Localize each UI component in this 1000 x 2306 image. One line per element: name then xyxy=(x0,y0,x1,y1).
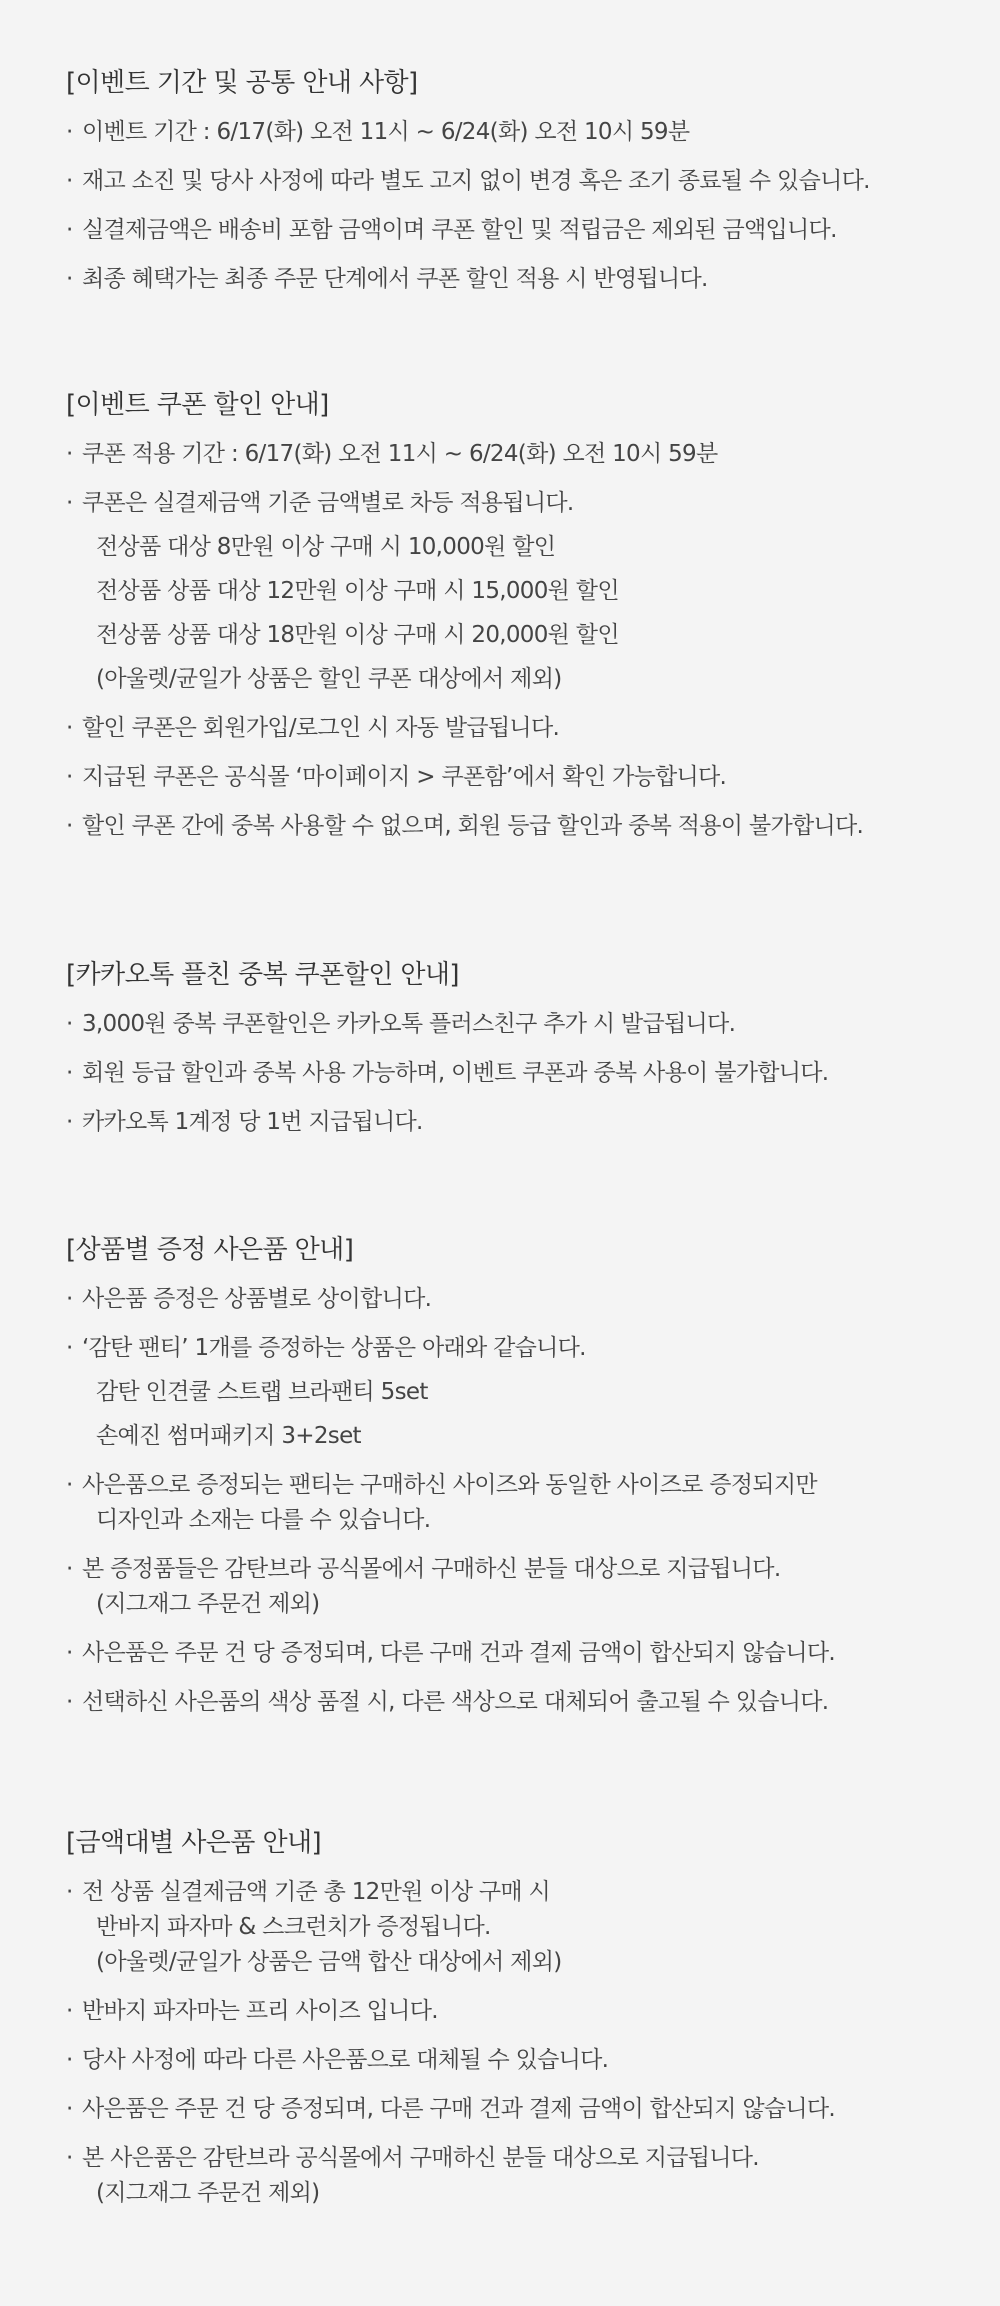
list-item xyxy=(66,1106,960,1139)
section-kakao-coupon xyxy=(66,958,960,1155)
item-text: 사은품으로 증정되는 팬티는 구매하신 사이즈와 동일한 사이즈로 증정되지만 xyxy=(82,1472,817,1498)
bullet: · xyxy=(66,217,73,243)
list-item xyxy=(66,1008,960,1041)
item-text: 실결제금액은 배송비 포함 금액이며 쿠폰 할인 및 적립금은 제외된 금액입니다. xyxy=(82,217,837,243)
item-text: ‘감탄 팬티’ 1개를 증정하는 상품은 아래와 같습니다. xyxy=(82,1335,586,1361)
list-item xyxy=(66,1283,960,1316)
item-text: 할인 쿠폰 간에 중복 사용할 수 없으며, 회원 등급 할인과 중복 적용이 불가합니다. xyxy=(82,813,864,839)
item-text: 회원 등급 할인과 중복 사용 가능하며, 이벤트 쿠폰과 중복 사용이 불가합니다. xyxy=(82,1060,829,1086)
item-subtext: (아울렛/균일가 상품은 할인 쿠폰 대상에서 제외) xyxy=(96,666,562,692)
bullet: · xyxy=(66,1286,73,1312)
item-text: 카카오톡 1계정 당 1번 지급됩니다. xyxy=(82,1109,423,1135)
item-text: 쿠폰은 실결제금액 기준 금액별로 차등 적용됩니다. xyxy=(82,490,574,516)
list-item xyxy=(66,438,960,471)
section-title: [이벤트 기간 및 공통 안내 사항] xyxy=(66,68,418,98)
list-item xyxy=(66,1332,960,1453)
list-item xyxy=(66,761,960,794)
bullet: · xyxy=(66,1998,73,2024)
bullet: · xyxy=(66,2145,73,2171)
section-title: [카카오톡 플친 중복 쿠폰할인 안내] xyxy=(66,960,459,990)
list-item xyxy=(66,1876,960,1979)
list-item xyxy=(66,214,960,247)
list-item xyxy=(66,487,960,696)
item-text: 쿠폰 적용 기간 : 6/17(화) 오전 11시 ~ 6/24(화) 오전 10시 59분 xyxy=(82,441,718,467)
item-text: 선택하신 사은품의 색상 품절 시, 다른 색상으로 대체되어 출고될 수 있습니다. xyxy=(82,1689,829,1715)
bullet: · xyxy=(66,1472,73,1498)
list-item xyxy=(66,712,960,745)
item-text: 본 사은품은 감탄브라 공식몰에서 구매하신 분들 대상으로 지급됩니다. xyxy=(82,2145,759,2171)
list-item xyxy=(66,2142,960,2210)
item-text: 사은품 증정은 상품별로 상이합니다. xyxy=(82,1286,432,1312)
list-item xyxy=(66,2093,960,2126)
list-item xyxy=(66,810,960,843)
item-text: 반바지 파자마는 프리 사이즈 입니다. xyxy=(82,1998,438,2024)
item-text: 최종 혜택가는 최종 주문 단계에서 쿠폰 할인 적용 시 반영됩니다. xyxy=(82,266,708,292)
bullet: · xyxy=(66,1879,73,1905)
item-subtext: 전상품 상품 대상 12만원 이상 구매 시 15,000원 할인 xyxy=(96,578,619,604)
bullet: · xyxy=(66,1060,73,1086)
bullet: · xyxy=(66,441,73,467)
section-title: [상품별 증정 사은품 안내] xyxy=(66,1235,354,1265)
list-item xyxy=(66,1637,960,1670)
item-text: 재고 소진 및 당사 사정에 따라 별도 고지 없이 변경 혹은 조기 종료될 수 있습니다. xyxy=(82,168,870,194)
item-subtext: 디자인과 소재는 다를 수 있습니다. xyxy=(96,1507,431,1533)
item-text: 전 상품 실결제금액 기준 총 12만원 이상 구매 시 xyxy=(82,1879,551,1905)
item-subtext: (아울렛/균일가 상품은 금액 합산 대상에서 제외) xyxy=(96,1949,562,1975)
bullet: · xyxy=(66,2096,73,2122)
item-text: 지급된 쿠폰은 공식몰 ‘마이페이지 > 쿠폰함’에서 확인 가능합니다. xyxy=(82,764,727,790)
item-subtext: 감탄 인견쿨 스트랩 브라팬티 5set xyxy=(96,1379,428,1405)
list-item xyxy=(66,263,960,296)
bullet: · xyxy=(66,119,73,145)
list-item xyxy=(66,1553,960,1621)
list-item xyxy=(66,1995,960,2028)
bullet: · xyxy=(66,168,73,194)
item-subtext: (지그재그 주문건 제외) xyxy=(96,2180,320,2206)
item-text: 할인 쿠폰은 회원가입/로그인 시 자동 발급됩니다. xyxy=(82,715,560,741)
item-subtext: 전상품 대상 8만원 이상 구매 시 10,000원 할인 xyxy=(96,534,556,560)
item-text: 사은품은 주문 건 당 증정되며, 다른 구매 건과 결제 금액이 합산되지 않습니다. xyxy=(82,2096,836,2122)
bullet: · xyxy=(66,764,73,790)
bullet: · xyxy=(66,1335,73,1361)
bullet: · xyxy=(66,2047,73,2073)
item-subtext: 손예진 썸머패키지 3+2set xyxy=(96,1423,361,1449)
item-text: 본 증정품들은 감탄브라 공식몰에서 구매하신 분들 대상으로 지급됩니다. xyxy=(82,1556,781,1582)
bullet: · xyxy=(66,1109,73,1135)
item-text: 3,000원 중복 쿠폰할인은 카카오톡 플러스친구 추가 시 발급됩니다. xyxy=(82,1011,736,1037)
bullet: · xyxy=(66,266,73,292)
item-subtext: 전상품 상품 대상 18만원 이상 구매 시 20,000원 할인 xyxy=(96,622,619,648)
list-item xyxy=(66,165,960,198)
list-item xyxy=(66,116,960,149)
bullet: · xyxy=(66,490,73,516)
section-amount-gift xyxy=(66,1826,960,2226)
section-event-coupon xyxy=(66,388,960,859)
section-title: [금액대별 사은품 안내] xyxy=(66,1828,322,1858)
bullet: · xyxy=(66,1011,73,1037)
list-item xyxy=(66,1469,960,1537)
bullet: · xyxy=(66,715,73,741)
item-text: 이벤트 기간 : 6/17(화) 오전 11시 ~ 6/24(화) 오전 10시 59분 xyxy=(82,119,690,145)
item-subtext: 반바지 파자마 & 스크런치가 증정됩니다. xyxy=(96,1914,491,1940)
item-text: 사은품은 주문 건 당 증정되며, 다른 구매 건과 결제 금액이 합산되지 않습니다. xyxy=(82,1640,836,1666)
item-subtext: (지그재그 주문건 제외) xyxy=(96,1591,320,1617)
section-common-notice xyxy=(66,66,960,312)
list-item xyxy=(66,1686,960,1719)
section-title: [이벤트 쿠폰 할인 안내] xyxy=(66,390,329,420)
section-product-gift xyxy=(66,1233,960,1735)
bullet: · xyxy=(66,1556,73,1582)
bullet: · xyxy=(66,813,73,839)
list-item xyxy=(66,1057,960,1090)
bullet: · xyxy=(66,1689,73,1715)
list-item xyxy=(66,2044,960,2077)
bullet: · xyxy=(66,1640,73,1666)
item-text: 당사 사정에 따라 다른 사은품으로 대체될 수 있습니다. xyxy=(82,2047,609,2073)
